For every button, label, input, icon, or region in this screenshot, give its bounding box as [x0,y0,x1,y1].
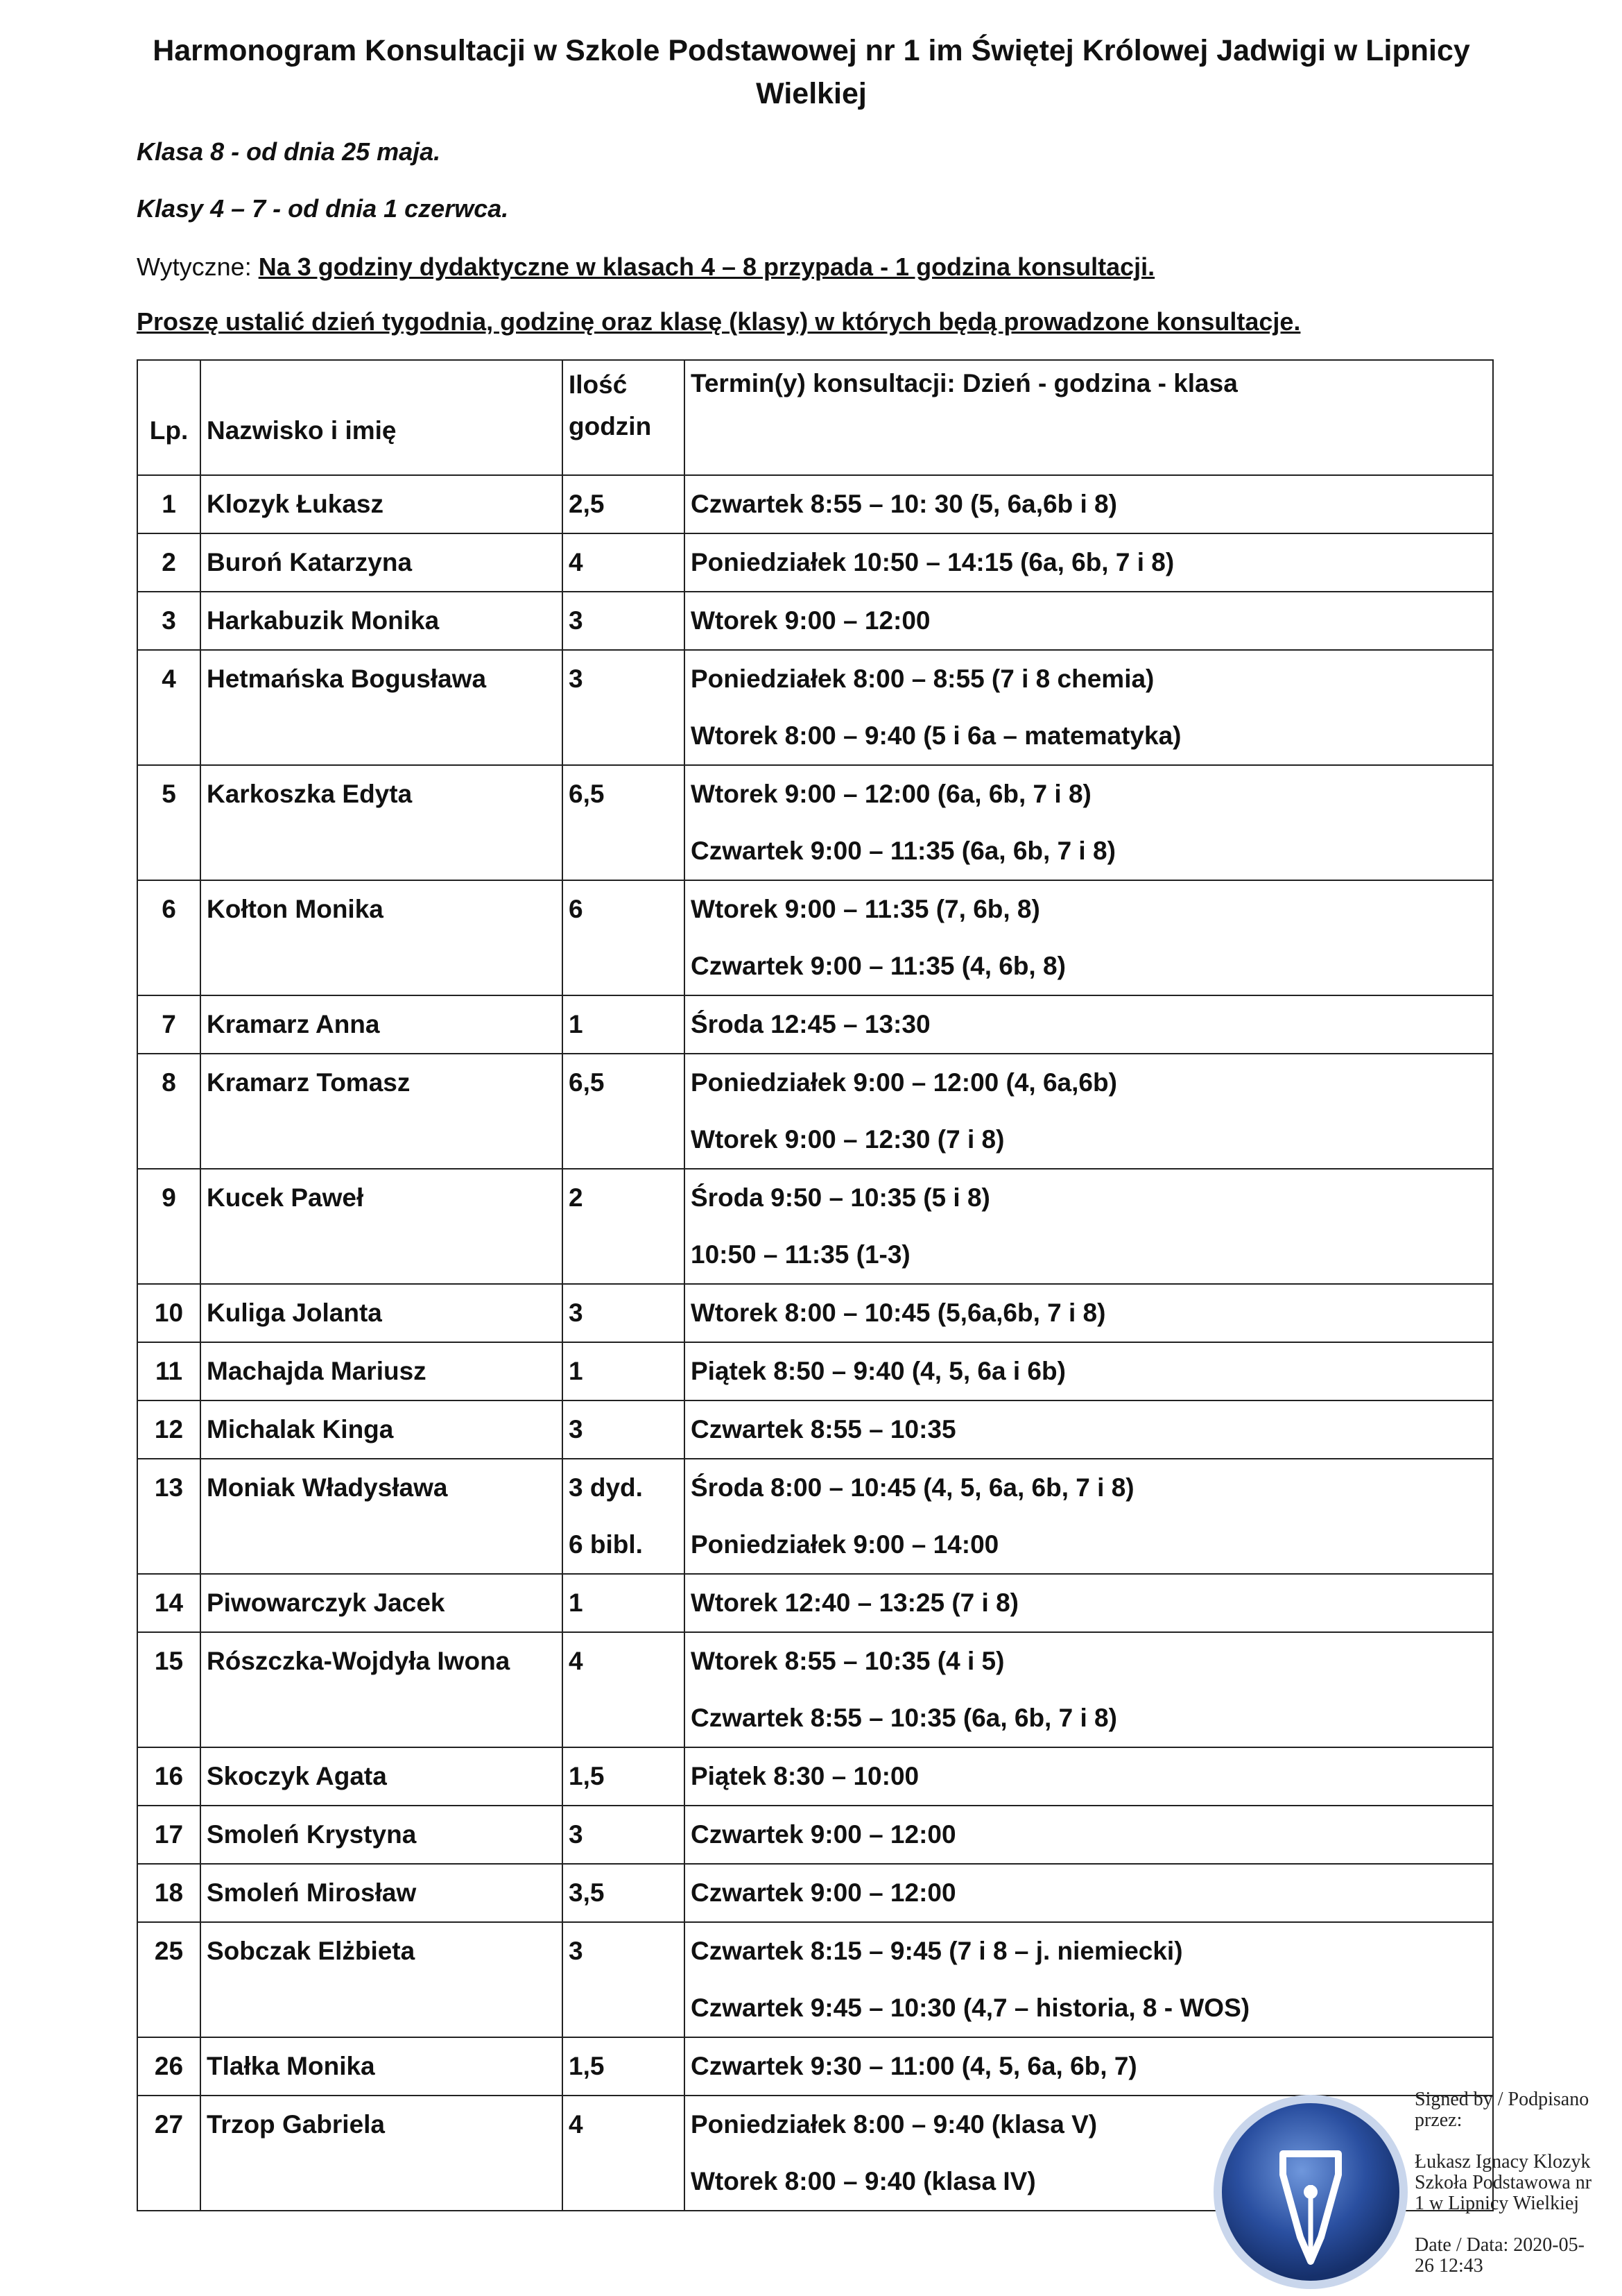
row-terms [684,880,1493,995]
hours-value: 4 [569,1647,583,1675]
hours-value: 3 [569,1415,583,1443]
sign-date-line-1: Date / Data: 2020-05- [1415,2234,1585,2256]
row-hours [562,1054,684,1169]
term-entry: Czwartek 8:15 – 9:45 (7 i 8 – j. niemiecki) [691,1937,1183,1965]
term-entry: Poniedziałek 9:00 – 14:00 [691,1530,999,1559]
row-lp: 7 [137,995,200,1054]
row-teacher-name: Hetmańska Bogusława [200,650,562,765]
term-entry: Wtorek 9:00 – 12:00 (6a, 6b, 7 i 8) [691,780,1092,808]
hours-value: 3 dyd. [569,1473,643,1502]
row-teacher-name: Kuliga Jolanta [200,1284,562,1342]
term-entry: Wtorek 8:55 – 10:35 (4 i 5) [691,1647,1005,1675]
term-entry: Wtorek 9:00 – 11:35 (7, 6b, 8) [691,895,1040,923]
row-lp: 1 [137,475,200,533]
term-entry: Czwartek 8:55 – 10:35 [691,1415,956,1443]
row-teacher-name: Smoleń Mirosław [200,1864,562,1922]
table-row [137,1574,1493,1632]
wytyczne-label: Wytyczne: [137,252,259,281]
row-hours [562,880,684,995]
term-entry: Wtorek 9:00 – 12:30 (7 i 8) [691,1125,1005,1154]
hours-value: 3 [569,1937,583,1965]
row-hours [562,765,684,880]
term-entry: Wtorek 8:00 – 9:40 (klasa IV) [691,2167,1036,2195]
hours-value: 3 [569,1299,583,1327]
signed-by-line-1: Signed by / Podpisano [1415,2089,1589,2110]
row-teacher-name: Tlałka Monika [200,2037,562,2096]
row-terms [684,1864,1493,1922]
hours-value: 1 [569,1010,583,1038]
term-entry: Wtorek 8:00 – 10:45 (5,6a,6b, 7 i 8) [691,1299,1106,1327]
row-hours [562,995,684,1054]
row-hours [562,475,684,533]
hours-value: 1 [569,1357,583,1385]
row-lp: 3 [137,592,200,650]
row-teacher-name: Machajda Mariusz [200,1342,562,1400]
hours-value: 3 [569,665,583,693]
hours-value: 6,5 [569,1068,605,1097]
row-lp: 17 [137,1806,200,1864]
hours-value: 2,5 [569,490,605,518]
fountain-pen-seal-icon [1207,2088,1415,2296]
row-hours [562,1632,684,1747]
table-row [137,1864,1493,1922]
row-lp: 14 [137,1574,200,1632]
row-hours [562,1574,684,1632]
hours-value: 3 [569,1820,583,1849]
row-hours [562,1284,684,1342]
header-lp: Lp. [137,360,200,475]
term-entry: Poniedziałek 10:50 – 14:15 (6a, 6b, 7 i 8) [691,548,1175,576]
term-entry: Czwartek 9:45 – 10:30 (4,7 – historia, 8 - WOS) [691,1994,1250,2022]
intro-wytyczne [137,251,1155,283]
term-entry: Czwartek 8:55 – 10:35 (6a, 6b, 7 i 8) [691,1704,1117,1732]
term-entry: Piątek 8:50 – 9:40 (4, 5, 6a i 6b) [691,1357,1066,1385]
intro-instruction: Proszę ustalić dzień tygodnia, godzinę oraz klasę (klasy) w których będą prowadzone konsultacje. [137,307,1301,336]
table-row [137,1459,1493,1574]
intro-klasa-8: Klasa 8 - od dnia 25 maja. [137,137,441,166]
row-terms [684,995,1493,1054]
row-terms [684,1284,1493,1342]
table-row [137,650,1493,765]
term-entry: Czwartek 9:00 – 11:35 (6a, 6b, 7 i 8) [691,837,1116,865]
row-terms [684,475,1493,533]
term-entry: Czwartek 8:55 – 10: 30 (5, 6a,6b i 8) [691,490,1117,518]
term-entry: Wtorek 9:00 – 12:00 [691,606,931,635]
table-row [137,1632,1493,1747]
signer-line-3: 1 w Lipnicy Wielkiej [1415,2193,1580,2214]
term-entry: Piątek 8:30 – 10:00 [691,1762,920,1790]
row-terms [684,2037,1493,2096]
table-header-row [137,360,1493,475]
row-teacher-name: Michalak Kinga [200,1400,562,1459]
table-row [137,1806,1493,1864]
term-entry: Wtorek 8:00 – 9:40 (5 i 6a – matematyka) [691,721,1182,750]
row-terms [684,1922,1493,2037]
table-row [137,1284,1493,1342]
row-teacher-name: Moniak Władysława [200,1459,562,1574]
hours-value: 6 bibl. [569,1530,643,1559]
signer-line-2: Szkoła Podstawowa nr [1415,2172,1592,2193]
row-teacher-name: Kucek Paweł [200,1169,562,1284]
hours-value: 6 [569,895,583,923]
term-entry: Czwartek 9:00 – 12:00 [691,1820,956,1849]
row-terms [684,650,1493,765]
row-hours [562,1864,684,1922]
table-row [137,995,1493,1054]
term-entry: 10:50 – 11:35 (1-3) [691,1240,911,1269]
row-terms [684,1400,1493,1459]
row-lp: 2 [137,533,200,592]
table-row [137,1747,1493,1806]
row-lp: 16 [137,1747,200,1806]
hours-value: 4 [569,2110,583,2139]
row-hours [562,1747,684,1806]
table-row [137,1054,1493,1169]
row-terms [684,1632,1493,1747]
row-hours [562,1400,684,1459]
row-teacher-name: Sobczak Elżbieta [200,1922,562,2037]
row-teacher-name: Karkoszka Edyta [200,765,562,880]
intro-klasy-4-7: Klasy 4 – 7 - od dnia 1 czerwca. [137,194,509,223]
page-title: Harmonogram Konsultacji w Szkole Podstawowej nr 1 im Świętej Królowej Jadwigi w Lipnicy Wielkiej [153,34,1470,110]
row-terms [684,1054,1493,1169]
table-row [137,765,1493,880]
row-teacher-name: Harkabuzik Monika [200,592,562,650]
row-hours [562,592,684,650]
row-terms [684,533,1493,592]
hours-value: 3 [569,606,583,635]
term-entry: Poniedziałek 9:00 – 12:00 (4, 6a,6b) [691,1068,1117,1097]
hours-value: 2 [569,1183,583,1212]
table-row [137,1169,1493,1284]
wytyczne-text: Na 3 godziny dydaktyczne w klasach 4 – 8 przypada - 1 godzina konsultacji. [258,252,1155,281]
signer-line-1: Łukasz Ignacy Klozyk [1415,2151,1591,2173]
row-lp: 18 [137,1864,200,1922]
row-hours [562,650,684,765]
consultation-table [137,359,1494,2211]
term-entry: Czwartek 9:00 – 11:35 (4, 6b, 8) [691,952,1066,980]
row-terms [684,1806,1493,1864]
hours-value: 4 [569,548,583,576]
term-entry: Środa 8:00 – 10:45 (4, 5, 6a, 6b, 7 i 8) [691,1473,1134,1502]
row-lp: 10 [137,1284,200,1342]
row-hours [562,2096,684,2211]
row-terms [684,1747,1493,1806]
header-terms: Termin(y) konsultacji: Dzień - godzina - klasa [684,360,1493,475]
table-row [137,1922,1493,2037]
table-row [137,2037,1493,2096]
term-entry: Czwartek 9:30 – 11:00 (4, 5, 6a, 6b, 7) [691,2052,1137,2080]
row-hours [562,2037,684,2096]
row-lp: 11 [137,1342,200,1400]
table-row [137,592,1493,650]
row-lp: 13 [137,1459,200,1574]
row-terms [684,1169,1493,1284]
row-teacher-name: Skoczyk Agata [200,1747,562,1806]
digital-signature-block [1415,2089,1622,2277]
signed-by-line-2: przez: [1415,2109,1463,2131]
row-hours [562,1459,684,1574]
row-teacher-name: Piwowarczyk Jacek [200,1574,562,1632]
row-lp: 15 [137,1632,200,1747]
row-hours [562,1806,684,1864]
row-hours [562,1922,684,2037]
term-entry: Wtorek 12:40 – 13:25 (7 i 8) [691,1588,1019,1617]
row-terms [684,592,1493,650]
term-entry: Środa 9:50 – 10:35 (5 i 8) [691,1183,990,1212]
header-hours: Ilość godzin [562,360,684,475]
term-entry: Poniedziałek 8:00 – 8:55 (7 i 8 chemia) [691,665,1155,693]
term-entry: Poniedziałek 8:00 – 9:40 (klasa V) [691,2110,1098,2139]
header-name: Nazwisko i imię [200,360,562,475]
row-lp: 27 [137,2096,200,2211]
row-hours [562,533,684,592]
row-lp: 26 [137,2037,200,2096]
table-row [137,533,1493,592]
row-lp: 8 [137,1054,200,1169]
row-teacher-name: Kołton Monika [200,880,562,995]
hours-value: 3,5 [569,1878,605,1907]
row-terms [684,1574,1493,1632]
row-lp: 12 [137,1400,200,1459]
row-lp: 25 [137,1922,200,2037]
table-row [137,880,1493,995]
row-terms [684,1459,1493,1574]
hours-value: 1,5 [569,2052,605,2080]
sign-date-line-2: 26 12:43 [1415,2255,1483,2277]
row-teacher-name: Kramarz Tomasz [200,1054,562,1169]
term-entry: Środa 12:45 – 13:30 [691,1010,931,1038]
row-hours [562,1169,684,1284]
hours-value: 1,5 [569,1762,605,1790]
row-lp: 9 [137,1169,200,1284]
table-row [137,1342,1493,1400]
row-teacher-name: Kramarz Anna [200,995,562,1054]
table-row [137,475,1493,533]
row-lp: 6 [137,880,200,995]
row-teacher-name: Trzop Gabriela [200,2096,562,2211]
row-teacher-name: Smoleń Krystyna [200,1806,562,1864]
table-row [137,1400,1493,1459]
row-terms [684,765,1493,880]
row-hours [562,1342,684,1400]
row-teacher-name: Klozyk Łukasz [200,475,562,533]
term-entry: Czwartek 9:00 – 12:00 [691,1878,956,1907]
hours-value: 1 [569,1588,583,1617]
row-lp: 4 [137,650,200,765]
row-teacher-name: Buroń Katarzyna [200,533,562,592]
hours-value: 6,5 [569,780,605,808]
row-terms [684,1342,1493,1400]
row-teacher-name: Rószczka-Wojdyła Iwona [200,1632,562,1747]
row-lp: 5 [137,765,200,880]
